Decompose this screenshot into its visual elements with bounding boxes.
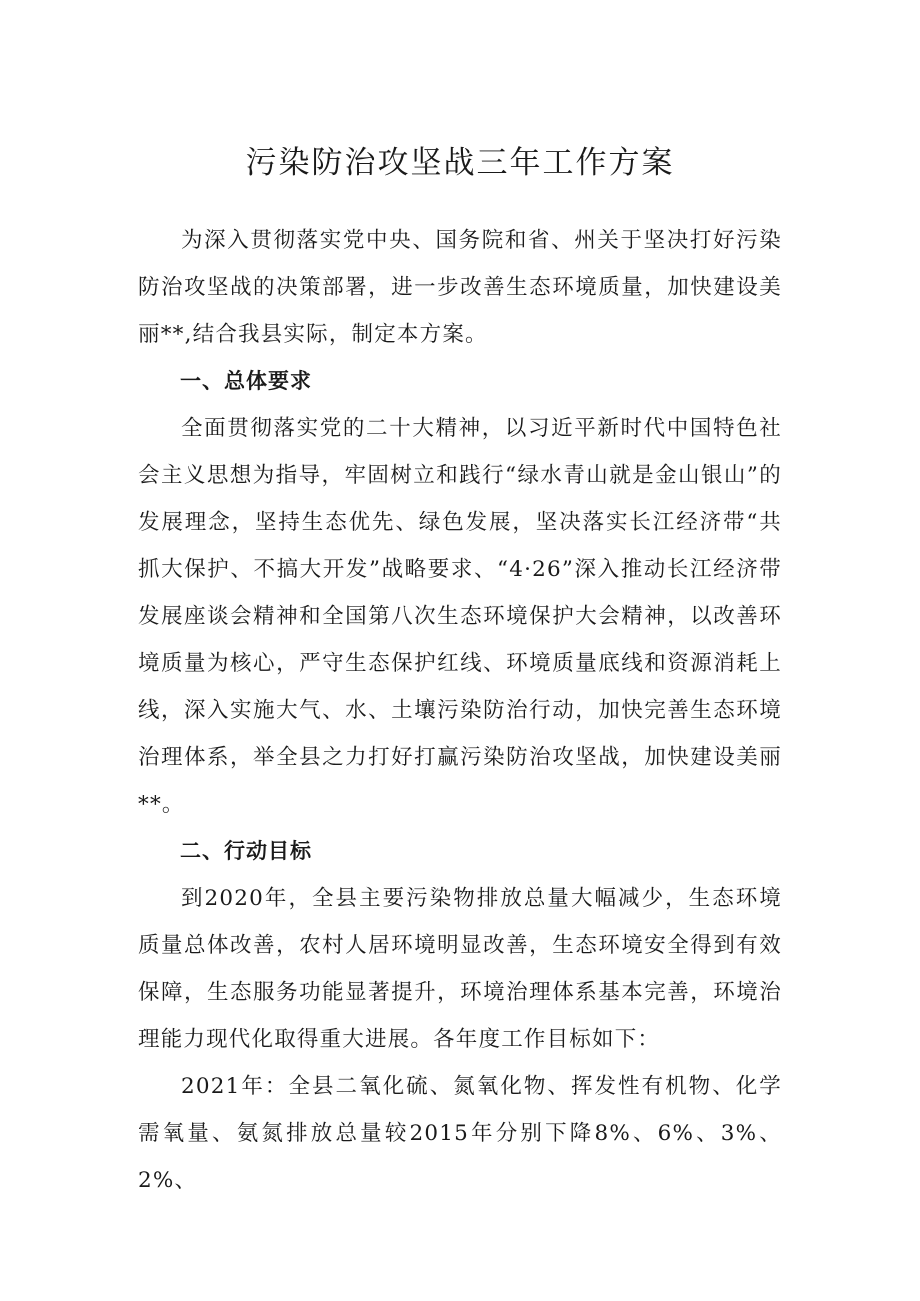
section-heading-general-requirements: 一、总体要求 (180, 369, 312, 393)
intro-paragraph: 为深入贯彻落实党中央、国务院和省、州关于坚决打好污染防治攻坚战的决策部署，进一步改善生态环境质量，加快建设美丽**,结合我县实际，制定本方案。 (138, 228, 782, 347)
document-body (138, 217, 782, 1204)
year-2021-goals-paragraph: 2021年：全县二氧化硫、氮氧化物、挥发性有机物、化学需氧量、氨氮排放总量较2015年分别下降8%、6%、3%、2%、 (138, 1074, 782, 1193)
action-goals-paragraph: 到2020年，全县主要污染物排放总量大幅减少，生态环境质量总体改善，农村人居环境明显改善，生态环境安全得到有效保障，生态服务功能显著提升，环境治理体系基本完善，环境治理能力现代化取得重大进展。各年度工作目标如下： (138, 886, 782, 1052)
general-requirements-paragraph: 全面贯彻落实党的二十大精神，以习近平新时代中国特色社会主义思想为指导，牢固树立和践行“绿水青山就是金山银山”的发展理念，坚持生态优先、绿色发展，坚决落实长江经济带“共抓大保护、不搞大开发”战略要求、“4·26”深入推动长江经济带发展座谈会精神和全国第八次生态环境保护大会精神，以改善环境质量为核心，严守生态保护红线、环境质量底线和资源消耗上线，深入实施大气、水、土壤污染防治行动，加快完善生态环境治理体系，举全县之力打好打赢污染防治攻坚战，加快建设美丽**。 (138, 416, 782, 817)
document-title: 污染防治攻坚战三年工作方案 (245, 145, 675, 181)
section-heading-action-goals: 二、行动目标 (180, 839, 312, 863)
